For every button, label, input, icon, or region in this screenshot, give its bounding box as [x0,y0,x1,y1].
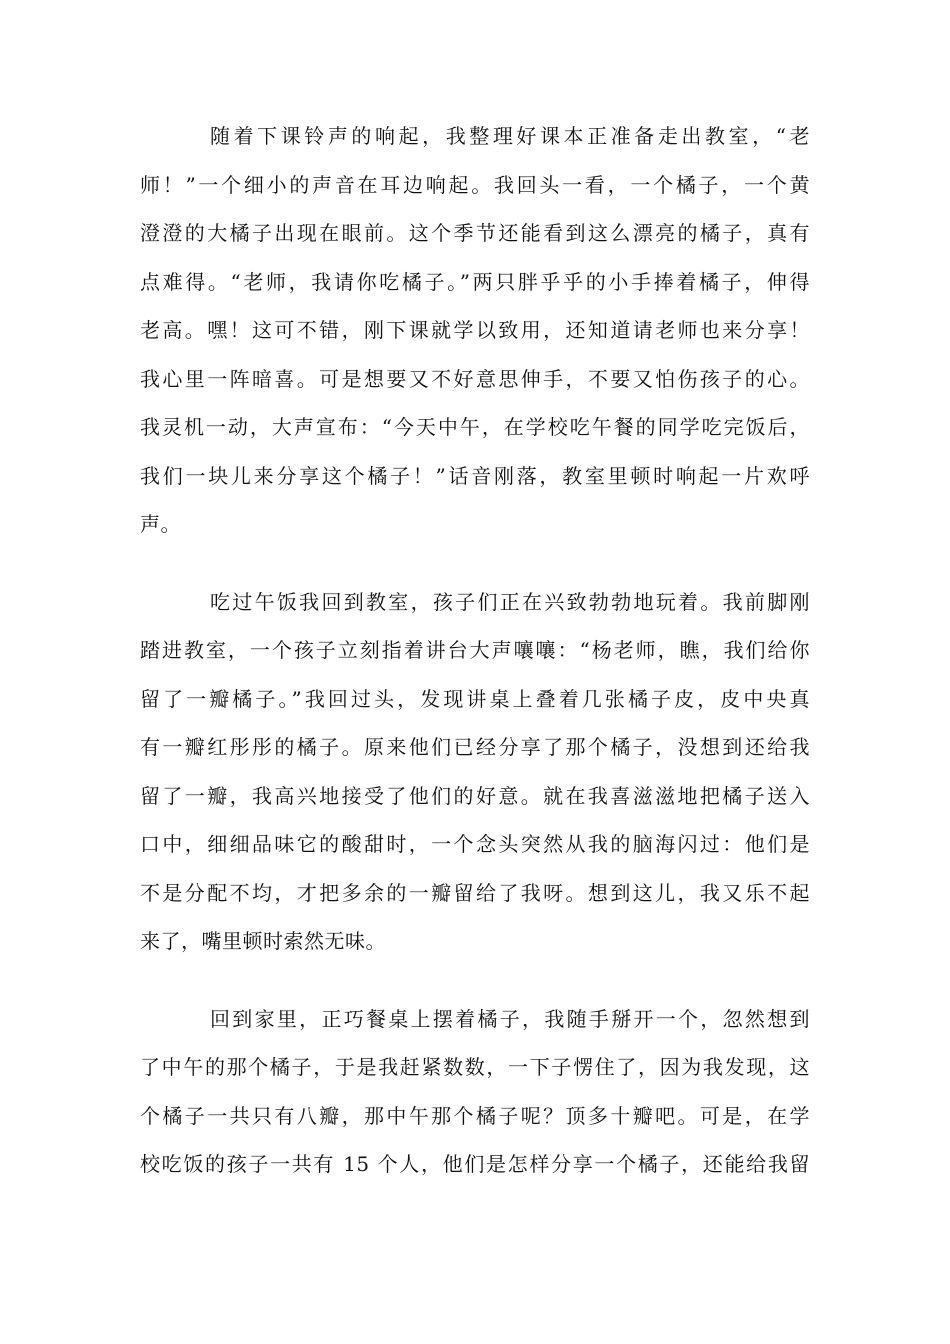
text-line: 回到家里，正巧餐桌上摆着橘子，我随手掰开一个，忽然想到 [210,1006,810,1031]
paragraph-2 [140,578,810,966]
text-line: 师！”一个细小的声音在耳边响起。我回头一看，一个橘子，一个黄 [140,172,810,197]
paragraph-3 [140,995,810,1189]
text-line: 留了一瓣橘子。”我回过头，发现讲桌上叠着几张橘子皮，皮中央真 [140,686,810,711]
text-line: 有一瓣红彤彤的橘子。原来他们已经分享了那个橘子，没想到还给我 [140,735,810,759]
text-line: 不是分配不均，才把多余的一瓣留给了我呀。想到这儿，我又乐不起 [140,880,810,905]
text-line: 踏进教室，一个孩子立刻指着讲台大声嚷嚷：“杨老师，瞧，我们给你 [140,638,810,662]
text-line: 校吃饭的孩子一共有 15 个人，他们是怎样分享一个橘子，还能给我留 [140,1152,810,1176]
text-line: 随着下课铃声的响起，我整理好课本正准备走出教室，“老 [210,124,810,148]
text-line: 吃过午饭我回到教室，孩子们正在兴致勃勃地玩着。我前脚刚 [210,589,810,614]
paragraph-1 [140,112,810,549]
text-line: 了中午的那个橘子，于是我赶紧数数，一下子愣住了，因为我发现，这 [140,1055,810,1079]
text-line: 我们一块儿来分享这个橘子！”话音刚落，教室里顿时响起一片欢呼 [140,463,810,488]
text-line: 口中，细细品味它的酸甜时，一个念头突然从我的脑海闪过：他们是 [140,832,810,856]
text-line: 老高。嘿！这可不错，刚下课就学以致用，还知道请老师也来分享！ [140,318,810,342]
text-line: 点难得。“老师，我请你吃橘子。”两只胖乎乎的小手捧着橘子，伸得 [140,269,810,294]
text-line: 我心里一阵暗喜。可是想要又不好意思伸手，不要又怕伤孩子的心。 [140,366,810,391]
text-line: 声。 [140,512,181,536]
document-body [140,112,810,1218]
text-line: 留了一瓣，我高兴地接受了他们的好意。就在我喜滋滋地把橘子送入 [140,783,810,808]
text-line: 个橘子一共只有八瓣，那中午那个橘子呢？顶多十瓣吧。可是，在学 [140,1103,810,1128]
text-line: 来了，嘴里顿时索然无味。 [140,929,386,953]
text-line: 澄澄的大橘子出现在眼前。这个季节还能看到这么漂亮的橘子，真有 [140,221,810,245]
text-line: 我灵机一动，大声宣布：“今天中午，在学校吃午餐的同学吃完饭后， [140,415,810,439]
